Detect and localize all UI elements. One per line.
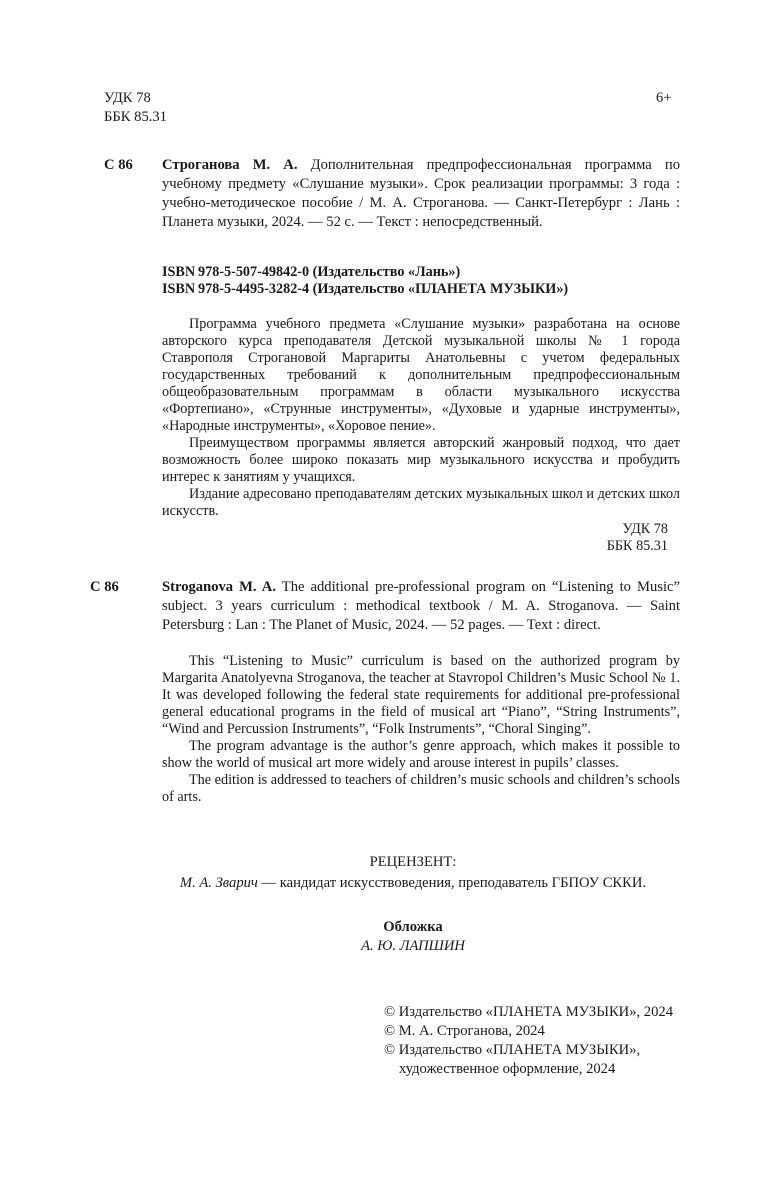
ru-classification xyxy=(607,521,668,555)
reviewer-details: — кандидат искусствоведения, преподаватель ГБПОУ СККИ. xyxy=(257,875,647,891)
en-record-description-block xyxy=(162,578,680,635)
ru-abstract xyxy=(162,316,680,520)
ru-record-code: С 86 xyxy=(104,157,133,173)
header-classification xyxy=(104,89,167,127)
ru-udk: УДК 78 xyxy=(622,521,668,537)
cover-block xyxy=(104,918,722,956)
ru-record-author: Строганова М. А. xyxy=(162,157,298,173)
reviewer-name: М. А. Зварич xyxy=(179,875,258,891)
ru-isbn-2 xyxy=(162,281,568,298)
copyright-block xyxy=(384,1003,673,1079)
header-bbk: ББК 85.31 xyxy=(104,109,167,125)
isbn-label: ISBN xyxy=(162,264,196,280)
en-record-description: The additional pre-professional program on “Listening to Music” subject. 3 years curriculum : methodical textbook / M. A. Stroganova. — Saint Petersburg : Lan : The Planet of Music, 2024. — 52 pages. — Text : direct. xyxy=(162,579,680,633)
ru-abstract-paragraph: Программа учебного предмета «Слушание музыки» разработана на основе авторского курса преподавателя Детской музыкальной школы № 1 города Ставрополя Строгановой Маргариты Анатольевны с учетом федеральных государственных требований к дополнительным предпрофессиональным общеобразовательным программам в области музыкального искусства «Фортепиано», «Струнные инструменты», «Духовые и ударные инструменты», «Народные инструменты», «Хоровое пение». xyxy=(162,316,680,434)
ru-abstract-paragraph: Преимуществом программы является авторский жанровый подход, что дает возможность более широко показать мир музыкального искусства и пробудить интерес к занятиям у учащихся. xyxy=(162,435,680,485)
copyright-line: художественное оформление, 2024 xyxy=(399,1061,616,1077)
copyright-line: © Издательство «ПЛАНЕТА МУЗЫКИ», xyxy=(384,1042,641,1058)
en-abstract-paragraph: The edition is addressed to teachers of children’s music schools and children’s schools of arts. xyxy=(162,772,680,805)
en-abstract xyxy=(162,653,680,806)
header-udk: УДК 78 xyxy=(104,90,151,106)
cover-artist: А. Ю. ЛАПШИН xyxy=(361,938,465,954)
cover-heading: Обложка xyxy=(383,919,443,935)
en-record-author: Stroganova M. A. xyxy=(162,579,276,595)
ru-isbn-block xyxy=(162,264,568,298)
age-rating: 6+ xyxy=(656,90,672,106)
en-abstract-paragraph: This “Listening to Music” curriculum is based on the authorized program by Margarita Anatolyevna Stroganova, the teacher at Stavropol Children’s Music School № 1. It was developed following the federal state requirements for additional pre-professional general educational programs in the field of musical art “Piano”, “String Instruments”, “Wind and Percussion Instruments”, “Folk Instruments”, “Choral Singing”. xyxy=(162,653,680,737)
copyright-line: © Издательство «ПЛАНЕТА МУЗЫКИ», 2024 xyxy=(384,1004,673,1020)
reviewer-line xyxy=(104,874,722,893)
isbn-value: 978-5-4495-3282-4 (Издательство «ПЛАНЕТА МУЗЫКИ») xyxy=(198,281,569,297)
ru-isbn-1 xyxy=(162,264,568,281)
reviewer-block xyxy=(104,853,722,893)
ru-bbk: ББК 85.31 xyxy=(606,538,668,554)
isbn-value: 978-5-507-49842-0 (Издательство «Лань») xyxy=(198,264,461,280)
reviewer-heading: РЕЦЕНЗЕНТ: xyxy=(369,854,457,870)
ru-record-description: Дополнительная предпрофессиональная программа по учебному предмету «Слушание музыки». Срок реализации программы: 3 года : учебно-методическое пособие / М. А. Строганова. — Санкт-Петербург : Лань : Планета музыки, 2024. — 52 с. — Текст : непосредственный. xyxy=(162,157,680,230)
ru-abstract-paragraph: Издание адресовано преподавателям детских музыкальных школ и детских школ искусств. xyxy=(162,486,680,519)
isbn-label: ISBN xyxy=(162,281,196,297)
ru-record-description-block xyxy=(162,156,680,232)
copyright-line: © М. А. Строганова, 2024 xyxy=(384,1023,545,1039)
en-abstract-paragraph: The program advantage is the author’s genre approach, which makes it possible to show the world of musical art more widely and arouse interest in pupils’ classes. xyxy=(162,738,680,771)
en-record-code: С 86 xyxy=(90,579,119,595)
